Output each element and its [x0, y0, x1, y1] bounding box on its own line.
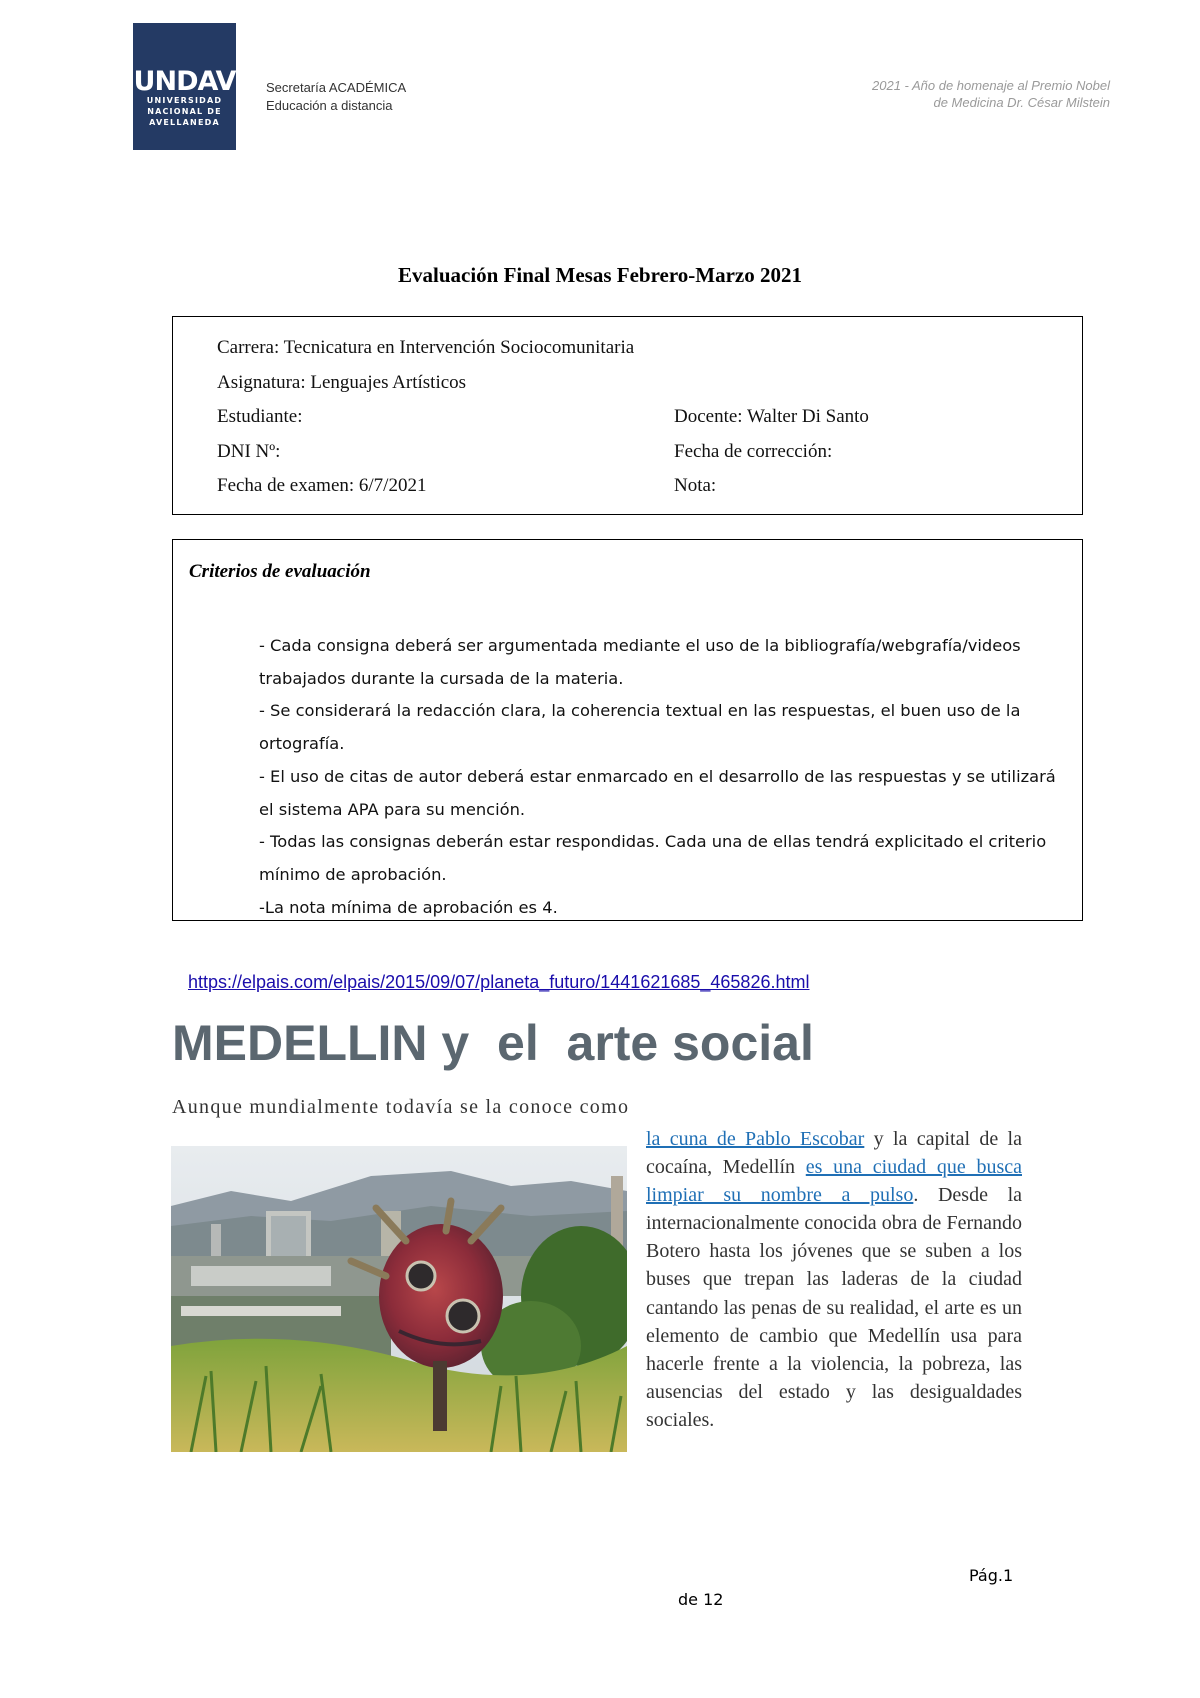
logo-mark: UNDAV: [133, 66, 236, 97]
link-limpiar-nombre[interactable]: es una ciudad que busca limpiar su nombre a pulso: [646, 1156, 1022, 1207]
article-text-2: . Desde la internacionalmente conocida obra de Fernando Botero hasta los jóvenes que se suben a los buses que trepan las laderas de la ciudad cantando las penas de su realidad, el arte es un elemento de cambio que Medellín usa para hacerle frente a la violencia, la pobreza, las ausencias del estado y las desigualdades sociales.: [646, 1184, 1022, 1431]
link-cuna-escobar[interactable]: la cuna de Pablo Escobar: [646, 1128, 865, 1150]
article-text-1: y la capital de la cocaína, Medellín: [646, 1128, 1022, 1179]
university-logo: [133, 23, 236, 150]
info-asignatura: Asignatura: Lenguajes Artísticos: [217, 372, 467, 393]
info-nota: Nota:: [674, 475, 717, 496]
info-dni: DNI Nº:: [217, 441, 281, 462]
info-fecha-correccion: Fecha de corrección:: [674, 441, 833, 462]
criteria-list: [259, 630, 1069, 924]
info-fecha-examen: Fecha de examen: 6/7/2021: [217, 475, 427, 496]
source-link[interactable]: https://elpais.com/elpais/2015/09/07/planeta_futuro/1441621685_465826.html: [188, 972, 810, 992]
motto-line-2: de Medicina Dr. César Milstein: [933, 95, 1110, 110]
exam-info-box: [172, 316, 1083, 515]
logo-line-2: NACIONAL DE: [147, 107, 222, 116]
exam-title: Evaluación Final Mesas Febrero-Marzo 2021: [397, 263, 802, 287]
criteria-item: - Se considerará la redacción clara, la coherencia textual en las respuestas, el buen uso de la ortografía.: [259, 701, 1021, 754]
department-block: [266, 79, 406, 115]
criteria-item: - El uso de citas de autor deberá estar enmarcado en el desarrollo de las respuestas y se utilizará el sistema APA para su mención.: [259, 766, 1056, 819]
info-carrera: Carrera: Tecnicatura en Intervención Sociocomunitaria: [217, 337, 635, 358]
criteria-title: Criterios de evaluación: [189, 561, 371, 582]
page-total: de 12: [678, 1590, 724, 1609]
criteria-item: -La nota mínima de aprobación es 4.: [259, 897, 558, 917]
article-body: [646, 1125, 1022, 1434]
criteria-item: - Todas las consignas deberán estar respondidas. Cada una de ellas tendrá explicitado el criterio mínimo de aprobación.: [259, 832, 1047, 884]
info-estudiante: Estudiante:: [217, 406, 303, 427]
info-docente: Docente: Walter Di Santo: [674, 406, 869, 427]
page-number: Pág.1: [969, 1566, 1014, 1585]
article-headline: MEDELLIN y el arte social: [172, 1015, 814, 1071]
dept-line-1: Secretaría ACADÉMICA: [266, 80, 407, 95]
criteria-box: [172, 539, 1083, 921]
medellin-sculpture-photo: [171, 1146, 627, 1452]
logo-line-1: UNIVERSIDAD: [146, 96, 223, 105]
logo-line-3: AVELLANEDA: [149, 118, 220, 127]
dept-line-2: Educación a distancia: [266, 98, 393, 113]
motto-line-1: 2021 - Año de homenaje al Premio Nobel: [872, 78, 1110, 93]
criteria-item: - Cada consigna deberá ser argumentada mediante el uso de la bibliografía/webgrafía/videos trabajados durante la cursada de la materia.: [259, 636, 1021, 688]
year-motto: [872, 77, 1110, 111]
article-intro: Aunque mundialmente todavía se la conoce como: [172, 1096, 630, 1118]
